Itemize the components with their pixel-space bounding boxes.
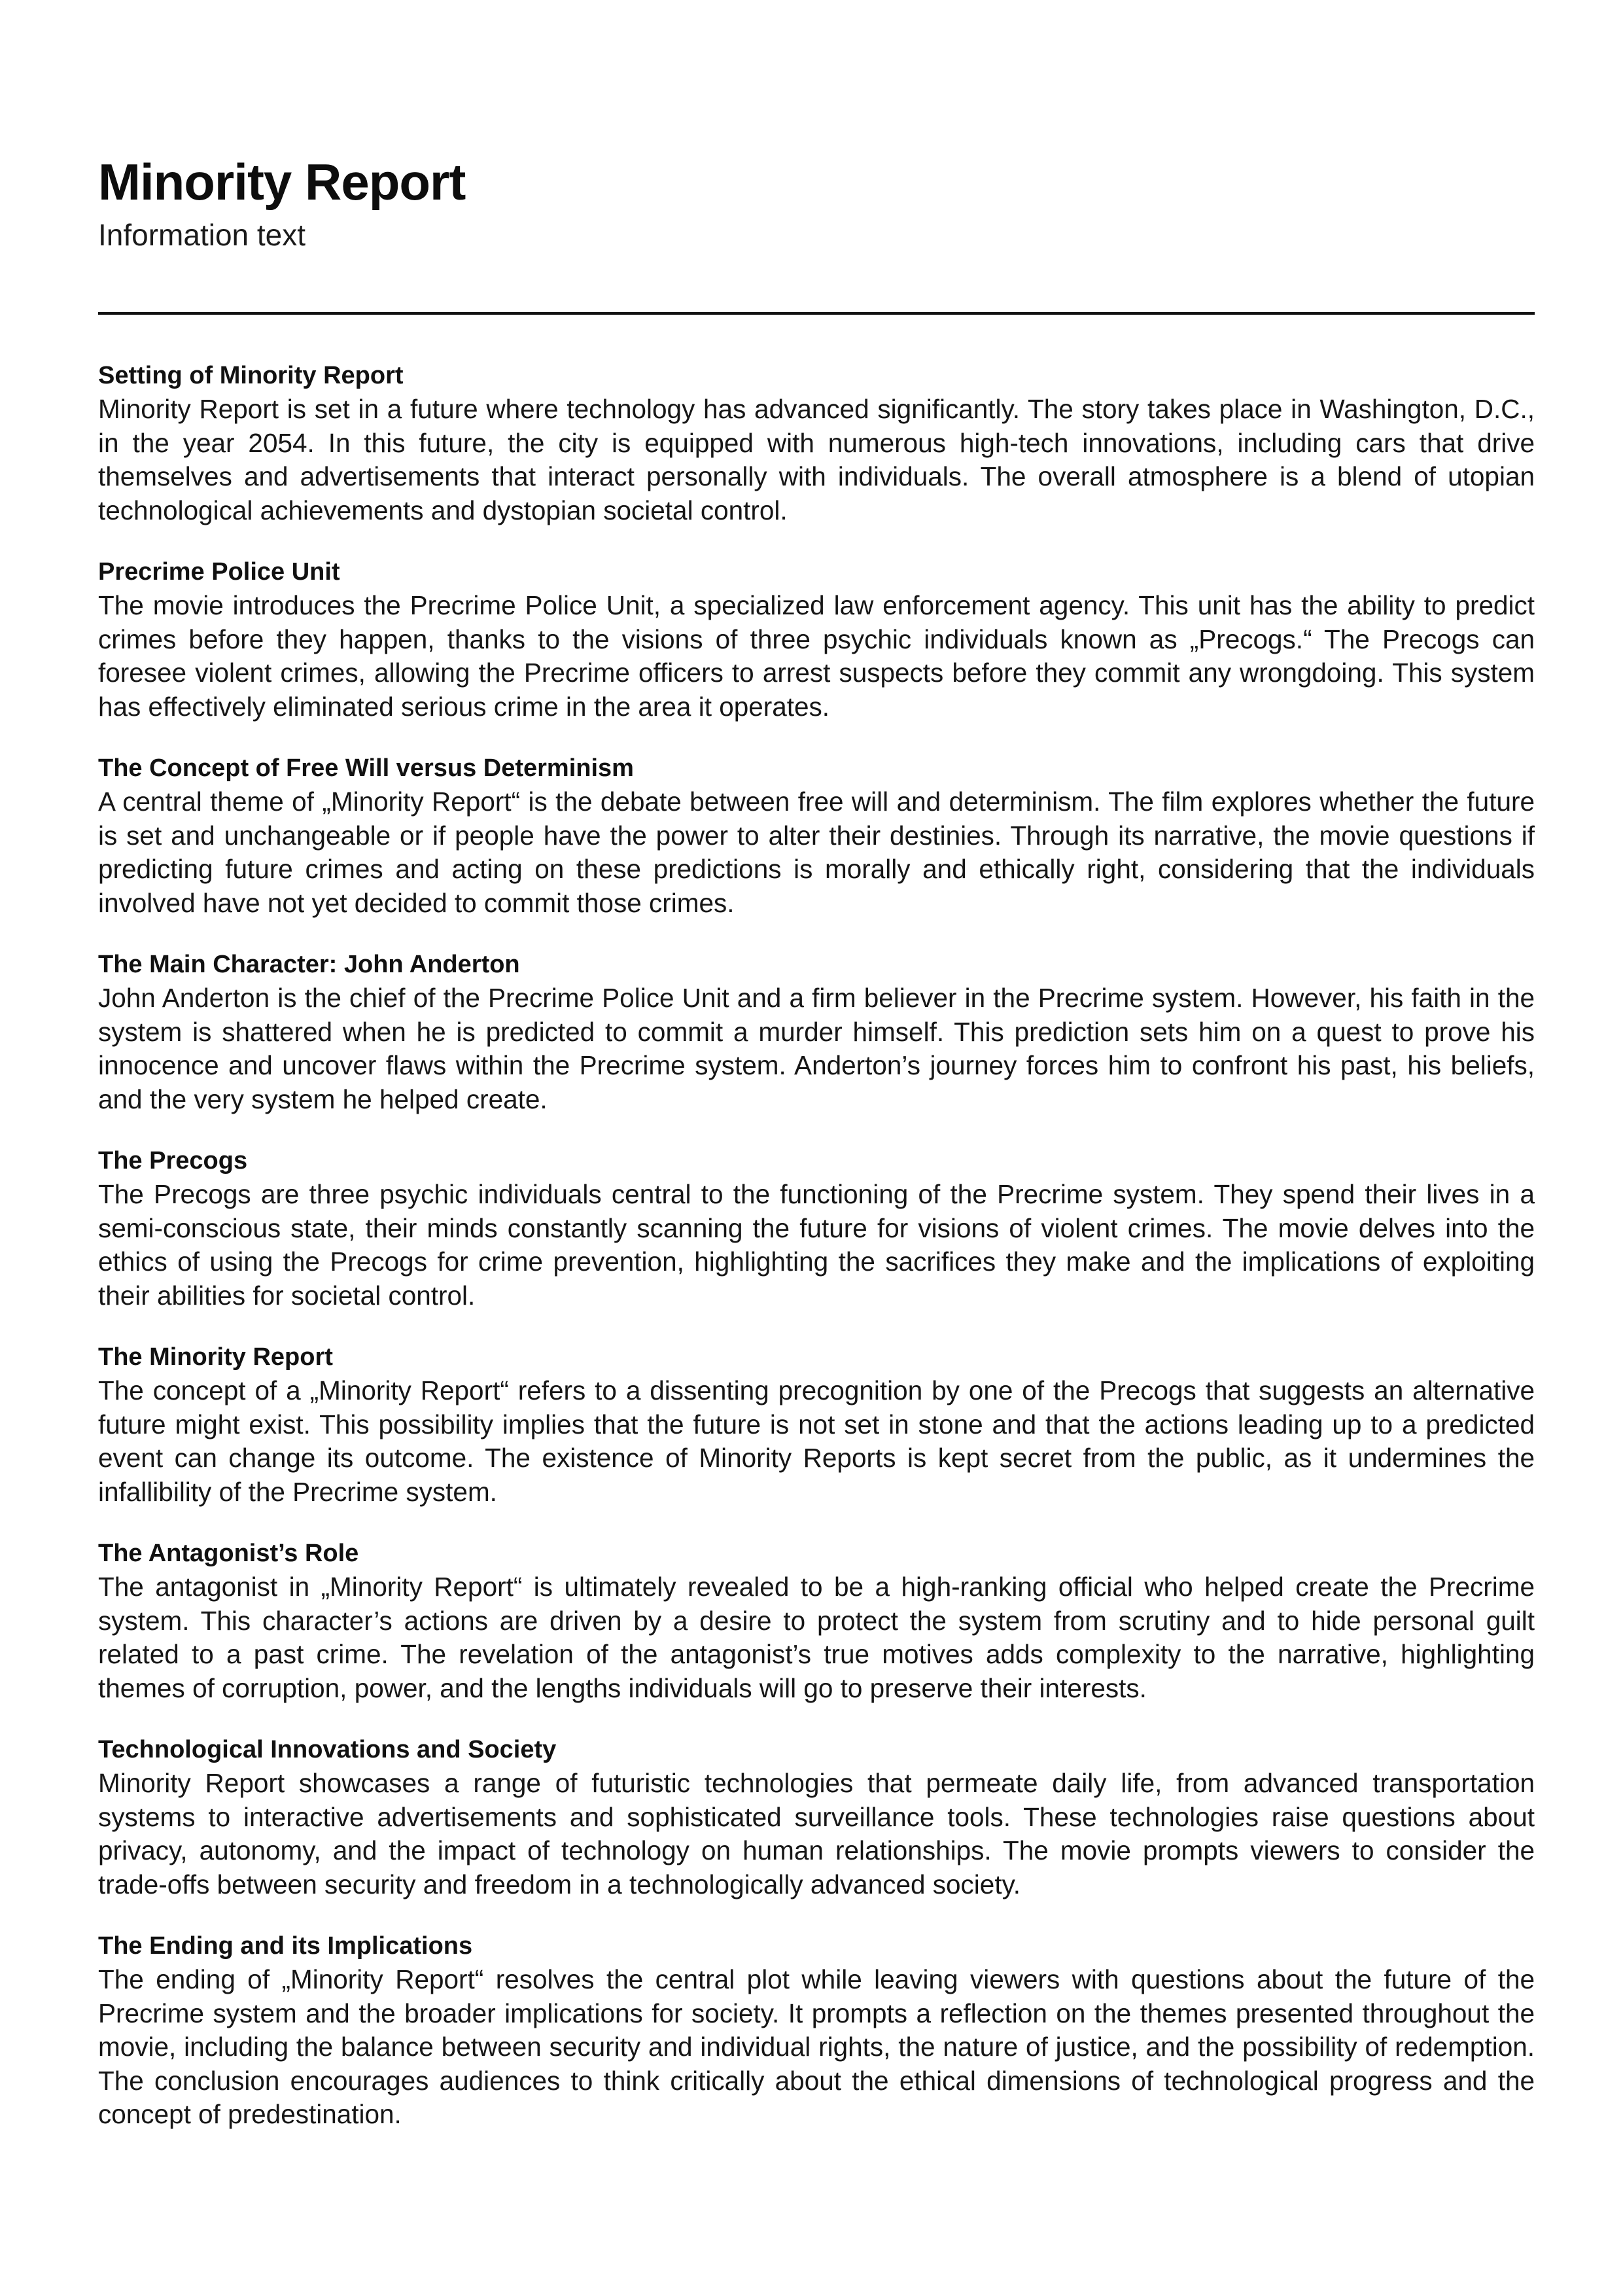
section-heading: The Ending and its Implications: [98, 1932, 473, 1960]
section-ending: [98, 1929, 1535, 2132]
section-body: The antagonist in „Minority Report“ is ultimately revealed to be a high-ranking official who helped create the Precrime system. This character’s actions are driven by a desire to protect the system from scrutiny and to hide personal guilt related to a past crime. The revelation of the antagonist’s true motives adds complexity to the narrative, highlighting themes of corruption, power, and the lengths individuals will go to preserve their interests.: [98, 1572, 1535, 1703]
section-heading: Precrime Police Unit: [98, 558, 340, 586]
section-heading: The Concept of Free Will versus Determinism: [98, 754, 634, 782]
section-body: The ending of „Minority Report“ resolves the central plot while leaving viewers with questions about the future of the Precrime system and the broader implications for society. It prompts a reflection on the themes presented throughout the movie, including the balance between security and individual rights, the nature of justice, and the possibility of redemption. The conclusion encourages audiences to think critically about the ethical dimensions of technological progress and the concept of predestination.: [98, 1964, 1535, 2129]
section-heading: The Precogs: [98, 1147, 248, 1174]
section-body: A central theme of „Minority Report“ is the debate between free will and determinism. The film explores whether the future is set and unchangeable or if people have the power to alter their destinies. Through its narrative, the movie questions if predicting future crimes and acting on these predictions is morally and ethically right, considering that the individuals involved have not yet decided to commit those crimes.: [98, 786, 1535, 918]
section-heading: The Antagonist’s Role: [98, 1540, 359, 1567]
header-divider: [98, 312, 1535, 315]
document-title: Minority Report: [98, 153, 466, 211]
section-precrime-unit: [98, 555, 1535, 724]
section-heading: The Main Character: John Anderton: [98, 951, 520, 978]
section-heading: Technological Innovations and Society: [98, 1736, 557, 1763]
section-body: John Anderton is the chief of the Precrime Police Unit and a firm believer in the Precrime system. However, his faith in the system is shattered when he is predicted to commit a murder himself. This prediction sets him on a quest to prove his innocence and uncover flaws within the Precrime system. Anderton’s journey forces him to confront his past, his beliefs, and the very system he helped create.: [98, 983, 1535, 1114]
document-subtitle: Information text: [98, 218, 306, 252]
section-technology: [98, 1733, 1535, 1901]
section-body: The concept of a „Minority Report“ refers to a dissenting precognition by one of the Precogs that suggests an alternative future might exist. This possibility implies that the future is not set in stone and that the actions leading up to a predicted event can change its outcome. The existence of Minority Reports is kept secret from the public, as it undermines the infallibility of the Precrime system.: [98, 1375, 1535, 1507]
document-content: [98, 359, 1535, 2159]
section-setting: [98, 359, 1535, 527]
document-page: [98, 0, 1535, 2296]
section-antagonist: [98, 1536, 1535, 1705]
section-free-will: [98, 751, 1535, 920]
section-precogs: [98, 1144, 1535, 1313]
section-body: The movie introduces the Precrime Police Unit, a specialized law enforcement agency. This unit has the ability to predict crimes before they happen, thanks to the visions of three psychic individuals known as „Precogs.“ The Precogs can foresee violent crimes, allowing the Precrime officers to arrest suspects before they commit any wrongdoing. This system has effectively eliminated serious crime in the area it operates.: [98, 590, 1535, 722]
section-heading: The Minority Report: [98, 1343, 333, 1371]
section-body: The Precogs are three psychic individuals central to the functioning of the Precrime system. They spend their lives in a semi-conscious state, their minds constantly scanning the future for visions of violent crimes. The movie delves into the ethics of using the Precogs for crime prevention, highlighting the sacrifices they make and the implications of exploiting their abilities for societal control.: [98, 1179, 1535, 1311]
section-minority-report: [98, 1340, 1535, 1509]
section-body: Minority Report is set in a future where technology has advanced significantly. The story takes place in Washington, D.C., in the year 2054. In this future, the city is equipped with numerous high-tech innovations, including cars that drive themselves and advertisements that interact personally with individuals. The overall atmosphere is a blend of utopian technological achievements and dystopian societal control.: [98, 394, 1535, 525]
section-heading: Setting of Minority Report: [98, 362, 404, 389]
section-main-character: [98, 947, 1535, 1116]
section-body: Minority Report showcases a range of futuristic technologies that permeate daily life, from advanced transportation systems to interactive advertisements and sophisticated surveillance tools. These technologies raise questions about privacy, autonomy, and the impact of technology on human relationships. The movie prompts viewers to consider the trade-offs between security and freedom in a technologically advanced society.: [98, 1768, 1535, 1899]
